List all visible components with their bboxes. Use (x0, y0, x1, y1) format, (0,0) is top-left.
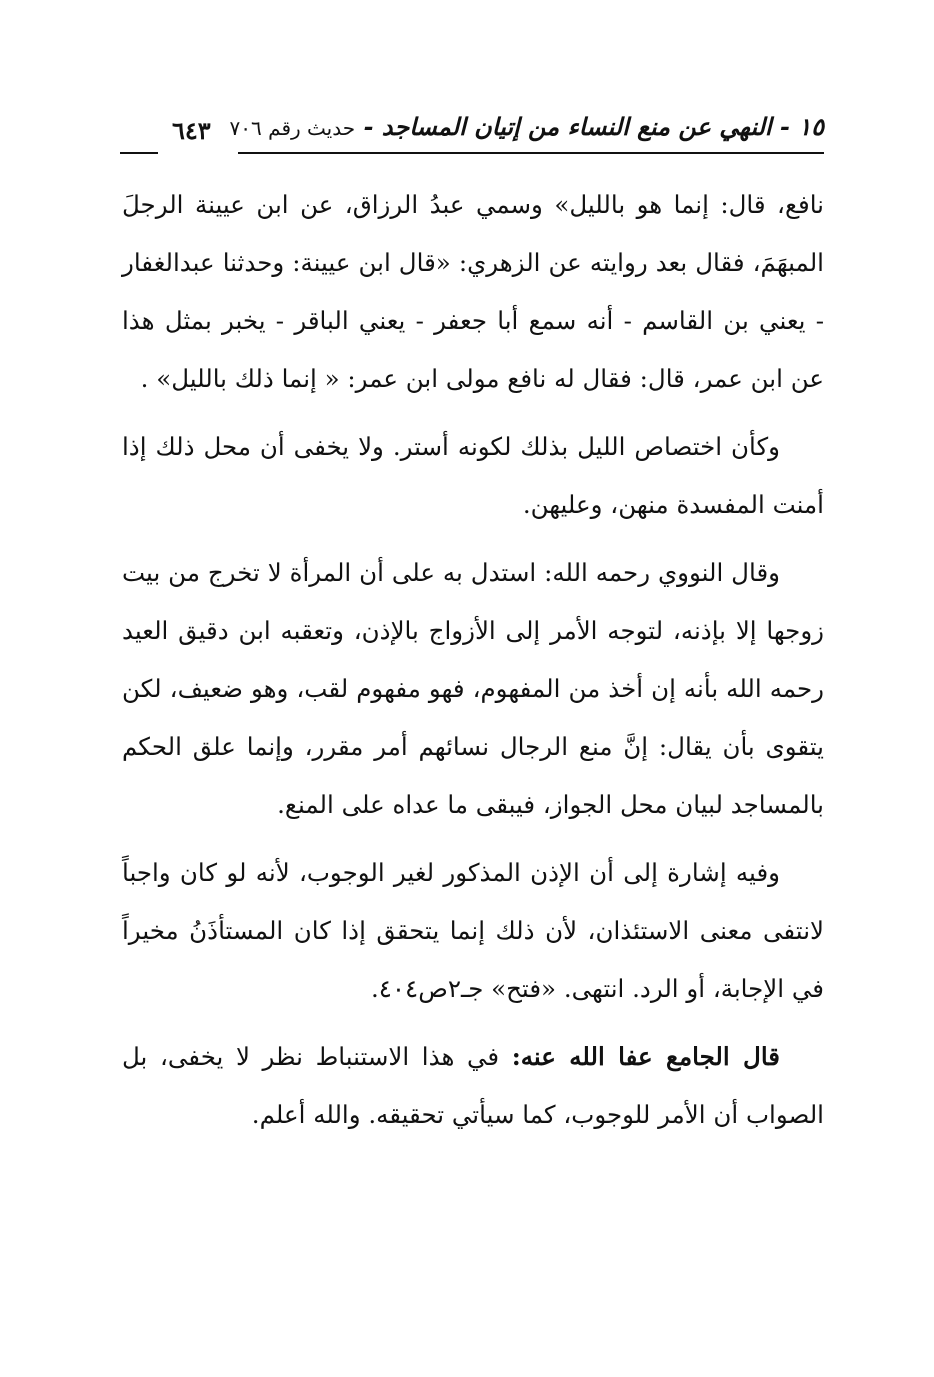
chapter-title-text: ١٥ - النهي عن منع النساء من إتيان المساجد - (363, 112, 824, 141)
paragraph-4 (122, 844, 824, 1018)
body-text (122, 176, 824, 1154)
page-number-dash (120, 152, 158, 154)
chapter-title (230, 112, 824, 141)
paragraph-2 (122, 418, 824, 534)
header-rule (238, 152, 824, 154)
running-header (120, 112, 824, 162)
page-number: ٦٤٣ (172, 116, 211, 145)
paragraph-text: وكأن اختصاص الليل بذلك لكونه أستر. ولا يخفى أن محل ذلك إذا أمنت المفسدة منهن، وعليهن. (122, 432, 824, 519)
hadith-reference: حديث رقم ٧٠٦ (229, 116, 356, 140)
paragraph-text: في هذا الاستنباط نظر لا يخفى، بل الصواب أن الأمر للوجوب، كما سيأتي تحقيقه. والله أعلم. (122, 1042, 824, 1129)
paragraph-text: وفيه إشارة إلى أن الإذن المذكور لغير الوجوب، لأنه لو كان واجباً لانتفى معنى الاستئذان، لأن ذلك إنما يتحقق إذا كان المستأذَنُ مخيراً في الإجابة، أو الرد. انتهى. «فتح» جـ٢ص٤٠٤. (122, 858, 824, 1003)
paragraph-3 (122, 544, 824, 834)
paragraph-5 (122, 1028, 824, 1144)
paragraph-1 (122, 176, 824, 408)
paragraph-text: نافع، قال: إنما هو بالليل» وسمي عبدُ الرزاق، عن ابن عيينة الرجلَ المبهَمَ، فقال بعد روايته عن الزهري: «قال ابن عيينة: وحدثنا عبدالغفار - يعني بن القاسم - أنه سمع أبا جعفر - يعني الباقر - يخبر بمثل هذا عن ابن عمر، قال: فقال له نافع مولى ابن عمر: « إنما ذلك بالليل» . (122, 190, 824, 393)
paragraph-lead: قال الجامع عفا الله عنه: (511, 1042, 780, 1071)
paragraph-text: وقال النووي رحمه الله: استدل به على أن المرأة لا تخرج من بيت زوجها إلا بإذنه، لتوجه الأمر إلى الأزواج بالإذن، وتعقبه ابن دقيق العيد رحمه الله بأنه إن أخذ من المفهوم، فهو مفهوم لقب، وهو ضعيف، لكن يتقوى بأن يقال: إنَّ منع الرجال نسائهم أمر مقرر، وإنما علق الحكم بالمساجد لبيان محل الجواز، فيبقى ما عداه على المنع. (122, 558, 824, 819)
